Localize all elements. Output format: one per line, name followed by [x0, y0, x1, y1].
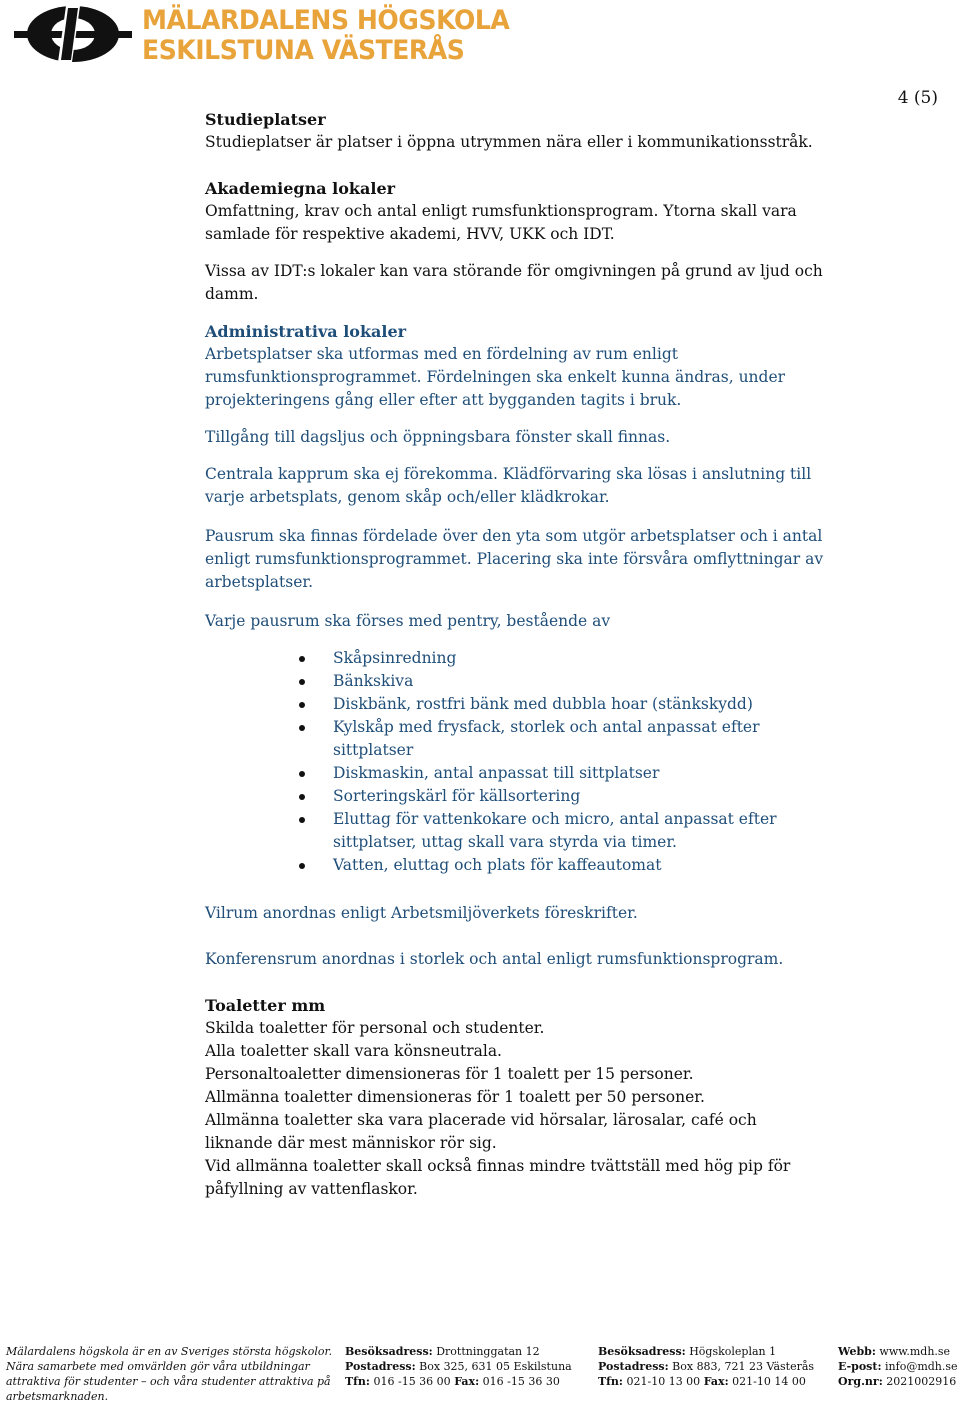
logo-wordmark: [142, 6, 537, 66]
list-item: Vatten, eluttag och plats för kaffeautomat: [333, 854, 825, 877]
paragraph-konferensrum: Konferensrum anordnas i storlek och antal enligt rumsfunktionsprogram.: [205, 950, 784, 968]
logo-line-1: MÄLARDALENS HÖGSKOLA: [142, 5, 510, 36]
document-body: [205, 108, 825, 1201]
paragraph-administrativa-3: Centrala kapprum ska ej förekomma. Klädförvaring ska lösas i anslutning till varje arbetsplats, genom skåp och/eller klädkrokar.: [205, 465, 812, 506]
footer-eskilstuna: Besöksadress: Drottninggatan 12 Postadress: Box 325, 631 05 Eskilstuna Tfn: 016 -15 36 00 Fax: 016 -15 36 30: [345, 1345, 572, 1388]
email-link[interactable]: info@mdh.se: [885, 1360, 958, 1373]
bullet-icon: [299, 817, 305, 823]
paragraph-administrativa-2: Tillgång till dagsljus och öppningsbara fönster skall finnas.: [205, 428, 671, 446]
toaletter-line: Personaltoaletter dimensioneras för 1 toalett per 15 personer.: [205, 1065, 694, 1083]
paragraph-administrativa-5: Varje pausrum ska förses med pentry, bestående av: [205, 612, 611, 630]
toaletter-line: Alla toaletter skall vara könsneutrala.: [205, 1042, 502, 1060]
bullet-icon: [299, 725, 305, 731]
bullet-icon: [299, 702, 305, 708]
list-item: Eluttag för vattenkokare och micro, antal anpassat efter sittplatser, uttag skall vara styrda via timer.: [333, 808, 783, 854]
toaletter-line: Vid allmänna toaletter skall också finnas mindre tvättställ med hög pip för påfyllning av vattenflaskor.: [205, 1157, 791, 1198]
paragraph-vilrum: Vilrum anordnas enligt Arbetsmiljöverkets föreskrifter.: [205, 904, 638, 922]
heading-studieplatser: Studieplatser: [205, 110, 326, 129]
bullet-icon: [299, 679, 305, 685]
page-number: 4 (5): [897, 88, 938, 108]
logo-line-2: ESKILSTUNA VÄSTERÅS: [142, 35, 465, 66]
heading-akademiegna: Akademiegna lokaler: [205, 179, 396, 198]
paragraph-studieplatser: Studieplatser är platser i öppna utrymmen nära eller i kommunikationsstråk.: [205, 133, 813, 151]
page-footer: [0, 1344, 960, 1403]
website-link[interactable]: www.mdh.se: [879, 1345, 951, 1358]
list-item: Bänkskiva: [333, 670, 825, 693]
toaletter-line: Skilda toaletter för personal och studenter.: [205, 1019, 545, 1037]
bullet-icon: [299, 794, 305, 800]
paragraph-akademiegna-2: Vissa av IDT:s lokaler kan vara störande för omgivningen på grund av ljud och damm.: [205, 262, 823, 303]
toaletter-line: Allmänna toaletter dimensioneras för 1 toalett per 50 personer.: [205, 1088, 705, 1106]
logo-mark-icon: [14, 4, 132, 64]
list-item: Kylskåp med frysfack, storlek och antal anpassat efter sittplatser: [333, 716, 783, 762]
bullet-icon: [299, 656, 305, 662]
paragraph-administrativa-4: Pausrum ska finnas fördelade över den yta som utgör arbetsplatser och i antal enligt rumsfunktionsprogrammet. Placering ska inte försvåra omflyttningar av arbetsplatser.: [205, 527, 824, 591]
footer-vasteras: Besöksadress: Högskoleplan 1 Postadress: Box 883, 721 23 Västerås Tfn: 021-10 13 00 Fax: 021-10 14 00: [598, 1345, 815, 1388]
university-logo: [14, 4, 510, 66]
bullet-icon: [299, 771, 305, 777]
bullet-icon: [299, 863, 305, 869]
list-item: Sorteringskärl för källsortering: [333, 785, 825, 808]
pentry-list: [0, 647, 825, 877]
list-item: Diskbänk, rostfri bänk med dubbla hoar (stänkskydd): [333, 693, 825, 716]
list-item: Skåpsinredning: [333, 647, 825, 670]
toaletter-line: Allmänna toaletter ska vara placerade vid hörsalar, lärosalar, café och liknande där mest människor rör sig.: [205, 1111, 757, 1152]
footer-tagline: Mälardalens högskola är en av Sveriges största högskolor. Nära samarbete med omvärlden gör våra utbildningar attraktiva för studenter – och våra studenter attraktiva på arbetsmarknaden.: [6, 1345, 333, 1403]
paragraph-administrativa-1: Arbetsplatser ska utformas med en fördelning av rum enligt rumsfunktionsprogrammet. Fördelningen ska enkelt kunna ändras, under projekteringens gång eller efter att bygganden tagits i bruk.: [205, 345, 786, 409]
paragraph-akademiegna-1: Omfattning, krav och antal enligt rumsfunktionsprogram. Ytorna skall vara samlade för respektive akademi, HVV, UKK och IDT.: [205, 202, 797, 243]
list-item: Diskmaskin, antal anpassat till sittplatser: [333, 762, 825, 785]
heading-administrativa: Administrativa lokaler: [205, 322, 407, 341]
heading-toaletter: Toaletter mm: [205, 996, 326, 1015]
footer-contact: Webb: www.mdh.se E-post: info@mdh.se Org.nr: 2021002916: [838, 1345, 958, 1388]
